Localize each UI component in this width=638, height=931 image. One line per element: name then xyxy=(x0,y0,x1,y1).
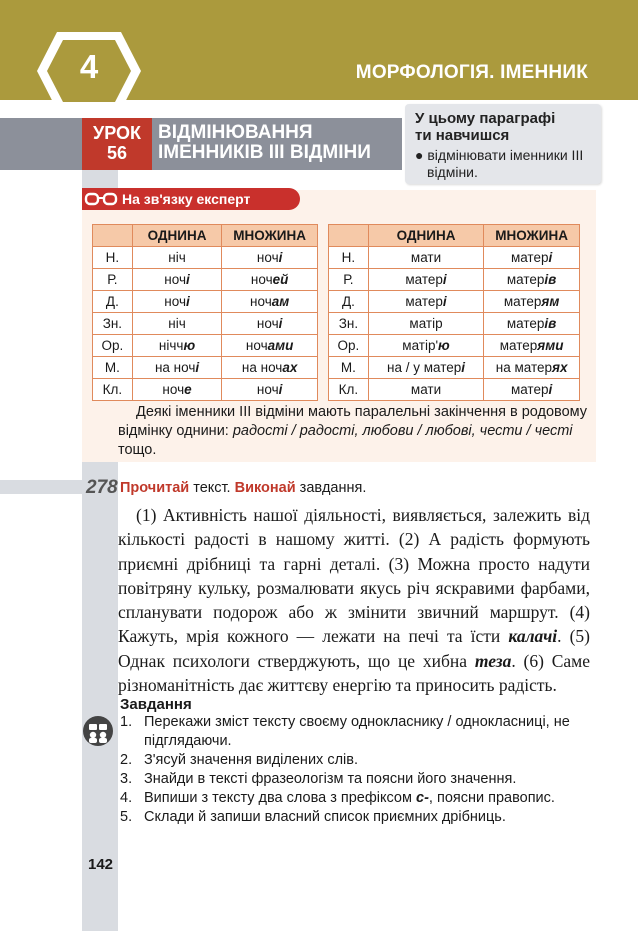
word-stem: ноч xyxy=(250,294,272,309)
case-cell: Зн. xyxy=(329,313,369,335)
plural-cell xyxy=(222,247,318,269)
task-number: 4. xyxy=(120,790,133,806)
singular-cell xyxy=(368,291,483,313)
case-cell: Р. xyxy=(329,269,369,291)
chapter-number: 4 xyxy=(79,48,99,85)
plural-cell xyxy=(222,291,318,313)
word-ending: ах xyxy=(282,360,298,375)
task-item xyxy=(120,789,590,808)
singular-cell xyxy=(132,291,222,313)
word-ending: і xyxy=(186,272,190,287)
declension-table-night xyxy=(92,224,318,401)
plural-cell xyxy=(222,269,318,291)
word-stem: матер xyxy=(503,294,542,309)
word-stem: ноч xyxy=(250,272,273,287)
table-row xyxy=(329,313,580,335)
highlight-word-teza: теза xyxy=(474,650,512,671)
table-header-singular: ОДНИНА xyxy=(368,225,483,247)
case-cell: Кл. xyxy=(329,379,369,401)
lesson-title-line1: ВІДМІНЮВАННЯ xyxy=(158,122,313,143)
word-ending: і xyxy=(548,250,553,265)
case-cell: Д. xyxy=(93,291,133,313)
word-ending: ами xyxy=(267,338,294,353)
learning-goal-item: ● відмінювати іменники ІІІ відміни. xyxy=(415,147,584,180)
table-header-case xyxy=(93,225,133,247)
table-row xyxy=(329,291,580,313)
word-stem: матер xyxy=(506,316,545,331)
exercise-strip xyxy=(0,480,86,494)
task-text: Перекажи зміст тексту своєму однокласнику / однокласниці, не підглядаючи. xyxy=(144,714,570,749)
task-text: З'ясуй значення виділених слів. xyxy=(144,752,358,768)
learning-goals-heading xyxy=(415,110,591,144)
note-text-a: Деякі іменники ІІІ відміни мають паралельні закінчення в родовому відмінку однини: xyxy=(118,404,588,439)
lesson-number-box xyxy=(82,118,152,170)
word-stem: ноч xyxy=(164,294,186,309)
task-item xyxy=(120,770,590,789)
plural-cell xyxy=(222,379,318,401)
table-header-plural: МНОЖИНА xyxy=(222,225,318,247)
word-stem: ноч xyxy=(245,338,268,353)
table-row xyxy=(329,357,580,379)
plural-cell xyxy=(222,335,318,357)
plural-cell xyxy=(484,379,580,401)
word-stem: ніч xyxy=(168,316,186,331)
chapter-title: МОРФОЛОГІЯ. ІМЕННИК xyxy=(355,62,588,83)
prefix-s: с- xyxy=(416,790,429,806)
lesson-title-line2: ІМЕННИКІВ ІІІ ВІДМІНИ xyxy=(158,142,371,163)
instruction-text2: завдання. xyxy=(295,480,367,496)
exercise-instruction xyxy=(120,480,366,496)
table-header-plural: МНОЖИНА xyxy=(484,225,580,247)
word-stem: ноч xyxy=(164,272,186,287)
word-stem: матер xyxy=(405,272,443,287)
word-stem: матер xyxy=(510,250,549,265)
word-ending: і xyxy=(442,294,447,309)
word-ending: і xyxy=(278,382,283,397)
lesson-label: УРОК xyxy=(93,123,141,143)
note-paragraph xyxy=(118,403,588,460)
text-part3: . (6) Саме різноманітність дає життєву енергію та приносить радість. xyxy=(118,650,591,696)
text-part1: (1) Активність нашої діяльності, виявляється, залежить від кількості радості в нашому житті. (2) А радість формують приємні дрібниці та гарні деталі. (3) Можна просто надути повітряну кульку, розмалювати якусь річ яскравими фарбами, спланувати подорож або ж змінити звичний маршрут. (4) Кажуть, мрія кожного — лежати на печі та їсти xyxy=(118,505,590,647)
exercise-number: 278 xyxy=(86,477,118,498)
word-stem: ноч xyxy=(162,382,185,397)
table-header-singular: ОДНИНА xyxy=(132,225,222,247)
page-number: 142 xyxy=(88,856,114,873)
task-number: 3. xyxy=(120,771,133,787)
case-cell: Н. xyxy=(329,247,369,269)
plural-cell xyxy=(484,269,580,291)
word-stem: мати xyxy=(410,250,442,265)
word-ending: е xyxy=(184,382,192,397)
table-row xyxy=(93,357,318,379)
word-ending: і xyxy=(278,250,283,265)
learning-goals-heading-line1: У цьому параграфі xyxy=(415,110,556,127)
word-ending: ів xyxy=(544,272,557,287)
lesson-number: 56 xyxy=(106,143,128,163)
instruction-verb-read: Прочитай xyxy=(120,480,190,496)
table-row xyxy=(93,313,318,335)
word-stem: на матер xyxy=(495,360,552,375)
singular-cell xyxy=(368,247,483,269)
word-stem: матер xyxy=(510,382,549,397)
table-row xyxy=(93,269,318,291)
word-stem: матір' xyxy=(402,338,439,353)
case-cell: Ор. xyxy=(329,335,369,357)
plural-cell xyxy=(484,313,580,335)
singular-cell xyxy=(368,269,483,291)
task-item xyxy=(120,751,590,770)
plural-cell xyxy=(484,357,580,379)
table-header-row xyxy=(329,225,580,247)
table-header-case xyxy=(329,225,369,247)
singular-cell xyxy=(132,379,222,401)
table-header-row xyxy=(93,225,318,247)
word-stem: нічч xyxy=(158,338,184,353)
expert-label: На зв'язку експерт xyxy=(82,188,300,210)
word-ending: і xyxy=(186,294,190,309)
word-stem: матір xyxy=(409,316,443,331)
word-ending: і xyxy=(442,272,447,287)
task-text: Випиши з тексту два слова з префіксом xyxy=(144,790,416,806)
table-row xyxy=(329,379,580,401)
word-ending: ам xyxy=(271,294,290,309)
table-row xyxy=(93,379,318,401)
table-row xyxy=(93,335,318,357)
word-stem: на ноч xyxy=(154,360,196,375)
declension-table-mother xyxy=(328,224,580,401)
glasses-icon xyxy=(84,190,118,208)
word-stem: на ноч xyxy=(241,360,283,375)
task-number: 2. xyxy=(120,752,133,768)
learning-goals-heading-line2: ти навчишся xyxy=(415,127,510,144)
word-stem: ніч xyxy=(168,250,186,265)
learning-goals-box xyxy=(405,104,601,184)
word-stem: матер xyxy=(499,338,538,353)
word-stem: ноч xyxy=(256,250,279,265)
tasks-heading: Завдання xyxy=(120,696,192,713)
text-part2: . (5) Однак психологи стверджують, що це хибна xyxy=(118,626,590,671)
task-item xyxy=(120,713,590,751)
exercise-text xyxy=(118,503,590,697)
pair-work-icon xyxy=(82,715,114,747)
singular-cell xyxy=(132,335,222,357)
table-row xyxy=(329,335,580,357)
word-ending: ів xyxy=(544,316,557,331)
table-row xyxy=(329,269,580,291)
task-text-end: , поясни правопис. xyxy=(428,790,555,806)
case-cell: Кл. xyxy=(93,379,133,401)
singular-cell xyxy=(368,379,483,401)
singular-cell xyxy=(132,269,222,291)
case-cell: Р. xyxy=(93,269,133,291)
plural-cell xyxy=(222,313,318,335)
instruction-text1: текст. xyxy=(189,480,235,496)
task-number: 5. xyxy=(120,809,133,825)
word-ending: і xyxy=(278,316,283,331)
singular-cell xyxy=(368,335,483,357)
task-text: Склади й запиши власний список приємних дрібниць. xyxy=(144,809,506,825)
plural-cell xyxy=(484,335,580,357)
singular-cell xyxy=(132,313,222,335)
singular-cell xyxy=(368,357,483,379)
word-ending: ю xyxy=(438,338,450,353)
word-stem: мати xyxy=(410,382,442,397)
word-stem: ноч xyxy=(256,382,279,397)
plural-cell xyxy=(484,247,580,269)
word-ending: ям xyxy=(541,294,560,309)
chapter-number-badge xyxy=(35,30,143,112)
word-stem: матер xyxy=(506,272,545,287)
plural-cell xyxy=(484,291,580,313)
task-item xyxy=(120,808,590,827)
word-ending: і xyxy=(548,382,553,397)
case-cell: Ор. xyxy=(93,335,133,357)
table-row xyxy=(93,291,318,313)
word-ending: і xyxy=(461,360,466,375)
word-ending: ю xyxy=(183,338,196,353)
case-cell: М. xyxy=(329,357,369,379)
table-row xyxy=(329,247,580,269)
singular-cell xyxy=(368,313,483,335)
word-stem: на / у матер xyxy=(387,360,462,375)
tasks-list xyxy=(120,713,590,827)
task-number: 1. xyxy=(120,714,133,730)
word-ending: ях xyxy=(552,360,568,375)
table-row xyxy=(93,247,318,269)
case-cell: М. xyxy=(93,357,133,379)
word-ending: ей xyxy=(272,272,289,287)
word-stem: матер xyxy=(405,294,443,309)
singular-cell xyxy=(132,247,222,269)
note-examples: радості / радості, любови / любові, чести / честі xyxy=(232,423,573,439)
instruction-verb-do: Виконай xyxy=(234,480,296,496)
word-ending: і xyxy=(195,360,200,375)
case-cell: Д. xyxy=(329,291,369,313)
word-ending: ями xyxy=(537,338,564,353)
case-cell: Н. xyxy=(93,247,133,269)
task-text: Знайди в тексті фразеологізм та поясни його значення. xyxy=(144,771,517,787)
note-text-b: тощо. xyxy=(118,442,157,458)
word-stem: ноч xyxy=(256,316,279,331)
case-cell: Зн. xyxy=(93,313,133,335)
singular-cell xyxy=(132,357,222,379)
lesson-title xyxy=(158,123,371,163)
highlight-word-kalachi: калачі xyxy=(508,626,558,647)
plural-cell xyxy=(222,357,318,379)
